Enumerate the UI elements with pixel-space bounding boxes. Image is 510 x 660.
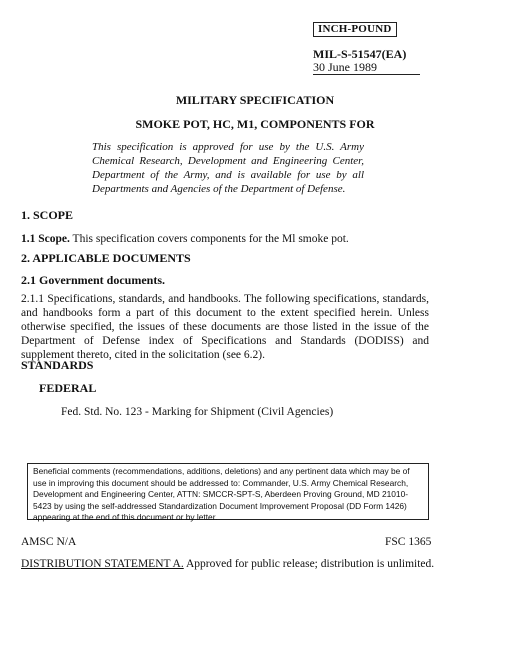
distribution-text: Approved for public release; distribution is unlimited.	[183, 558, 435, 570]
spec-type-title: MILITARY SPECIFICATION	[175, 93, 335, 107]
federal-heading: FEDERAL	[39, 381, 97, 395]
comments-notice-box	[27, 463, 429, 520]
distribution-statement	[21, 558, 441, 570]
section-1-1-label: 1.1 Scope.	[21, 233, 70, 245]
section-2-1-1-paragraph: 2.1.1 Specifications, standards, and handbooks. The following specifications, standards, and handbooks form a part of this document to the extent specified herein. Unless otherwise specified, the issues of these documents are those listed in the issue of the Department of Defense index of Specifications and Standards (DODISS) and supplement thereto, cited in the solicitation (see 6.2).	[21, 293, 429, 361]
distribution-label: DISTRIBUTION STATEMENT A.	[21, 558, 184, 570]
fsc-code: FSC 1365	[385, 536, 432, 548]
section-1-1-text: This specification covers components for the Ml smoke pot.	[72, 233, 349, 245]
approval-statement: This specification is approved for use by the U.S. Army Chemical Research, Development and Engineering Center, Department of the Army, and is available for use by all Departments and Agencies of the Department of Defense.	[92, 141, 364, 195]
document-id: MIL-S-51547(EA)	[313, 47, 407, 61]
standards-heading: STANDARDS	[21, 358, 94, 372]
section-1-1-paragraph	[21, 232, 441, 246]
comments-notice-text: Beneficial comments (recommendations, additions, deletions) and any pertinent data which may be of use in improving this document should be addressed to: Commander, U.S. Army Chemical Research, Development and Engineering Center, ATTN: SMCCR-SPT-S, Aberdeen Proving Ground, MD 21010-5423 by using the self-addressed Standardization Document Improvement Proposal (DD Form 1426) appearing at the end of this document or by letter.	[33, 466, 410, 522]
amsc-code: AMSC N/A	[21, 536, 77, 548]
section-1-heading: 1. SCOPE	[21, 208, 74, 222]
spec-subject-title: SMOKE POT, HC, M1, COMPONENTS FOR	[135, 117, 375, 131]
document-date: 30 June 1989	[313, 60, 420, 75]
section-2-heading: 2. APPLICABLE DOCUMENTS	[21, 251, 191, 265]
section-2-1-heading: 2.1 Government documents.	[21, 273, 165, 287]
standard-badge: INCH-POUND	[313, 22, 397, 37]
fed-std-123-item: Fed. Std. No. 123 - Marking for Shipment (Civil Agencies)	[61, 406, 334, 418]
